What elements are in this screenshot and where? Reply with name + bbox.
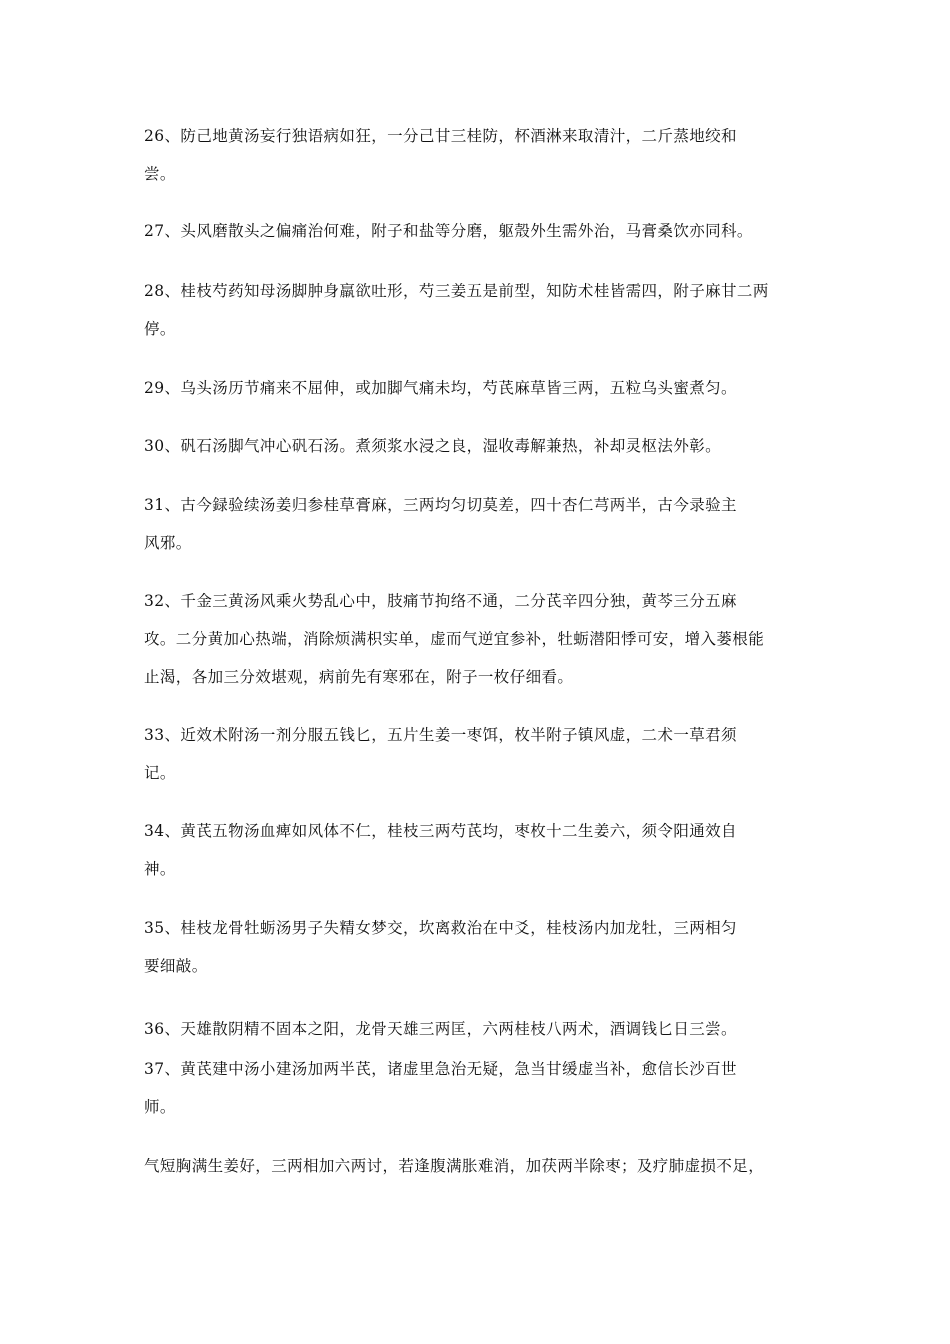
entry-35-line-1: 35、桂枝龙骨牡蛎汤男子失精女梦交，坎离救治在中爻，桂枝汤内加龙牡，三两相匀 bbox=[144, 919, 737, 937]
entry-36-line-1: 36、天雄散阴精不固本之阳，龙骨天雄三两匡，六两桂枝八两术，酒调钱匕日三尝。 bbox=[144, 1020, 737, 1038]
entry-33-line-1: 33、近效术附汤一剂分服五钱匕，五片生姜一枣饵，枚半附子镇风虚，二术一草君须 bbox=[144, 726, 737, 744]
entry-27-line-1: 27、头风磨散头之偏痛治何难，附子和盐等分磨，躯殼外生需外治，马膏桑饮亦同科。 bbox=[144, 222, 753, 240]
entry-32-line-2: 攻。二分黄加心热端，消除烦满枳实单，虚而气逆宜参补，牡蛎潜阳悸可安，增入蒌根能 bbox=[144, 630, 765, 648]
entry-33-line-2: 记。 bbox=[144, 764, 176, 782]
entry-34-line-1: 34、黄芪五物汤血痺如风体不仁，桂枝三两芍芪均，枣枚十二生姜六，须令阳通效自 bbox=[144, 822, 737, 840]
entry-30-line-1: 30、矾石汤脚气冲心矾石汤。煮须浆水浸之良，湿收毒解兼热，补却灵枢法外彰。 bbox=[144, 437, 722, 455]
entry-32-line-1: 32、千金三黄汤风乘火势乱心中，肢痛节拘络不通，二分芪辛四分独，黄芩三分五麻 bbox=[144, 592, 737, 610]
entry-37-line-1: 37、黄芪建中汤小建汤加两半芪，诸虚里急治无疑，急当甘缓虚当补，愈信长沙百世 bbox=[144, 1060, 737, 1078]
entry-31-line-1: 31、古今録验续汤姜归参桂草膏麻，三两均匀切莫差，四十杏仁芎两半，古今录验主 bbox=[144, 496, 737, 514]
entry-37-line-2: 师。 bbox=[144, 1098, 176, 1116]
entry-31-line-2: 风邪。 bbox=[144, 534, 192, 552]
entry-34-line-2: 神。 bbox=[144, 860, 176, 878]
entry-26-line-2: 尝。 bbox=[144, 165, 176, 183]
entry-29-line-1: 29、乌头汤历节痛来不屈伸，或加脚气痛未均，芍芪麻草皆三两，五粒乌头蜜煮匀。 bbox=[144, 379, 737, 397]
continuation-line-1: 气短胸满生姜好，三两相加六两讨，若逢腹满胀难消，加茯两半除枣；及疗肺虚损不足， bbox=[144, 1157, 765, 1175]
entry-35-line-2: 要细敲。 bbox=[144, 957, 208, 975]
entry-28-line-2: 停。 bbox=[144, 320, 176, 338]
entry-28-line-1: 28、桂枝芍药知母汤脚肿身羸欲吐形，芍三姜五是前型，知防术桂皆需四，附子麻甘二两 bbox=[144, 282, 769, 300]
entry-32-line-3: 止渴，各加三分效堪观，病前先有寒邪在，附子一枚仔细看。 bbox=[144, 668, 574, 686]
entry-26-line-1: 26、防己地黄汤妄行独语病如狂，一分己甘三桂防，杯酒淋来取清汁，二斤蒸地绞和 bbox=[144, 127, 737, 145]
